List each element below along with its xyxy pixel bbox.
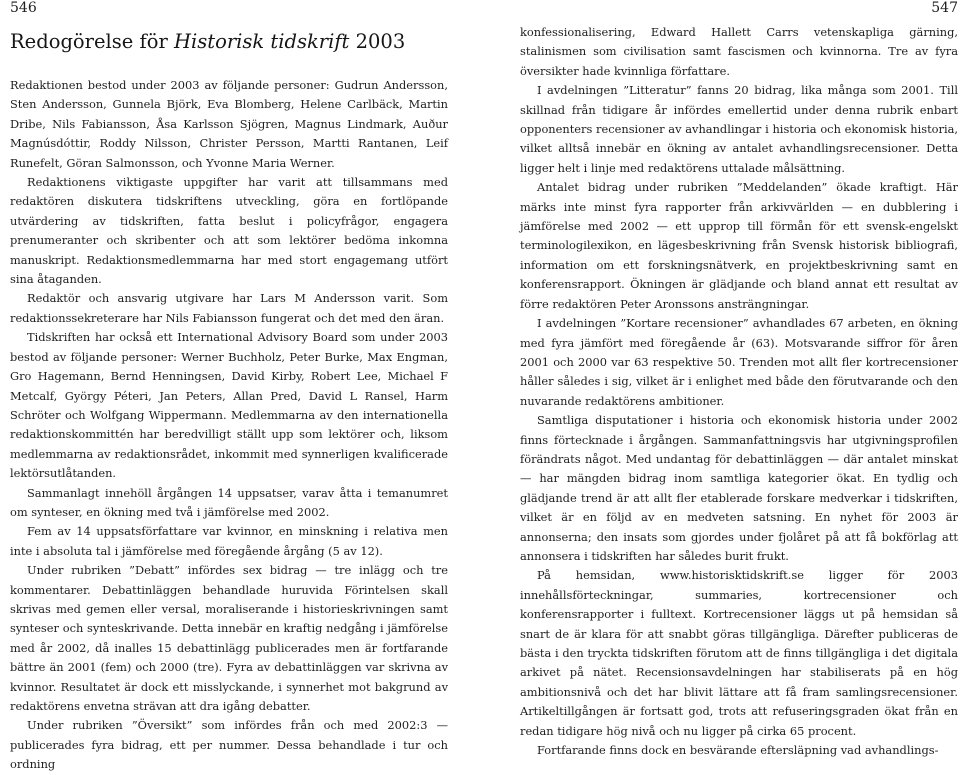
paragraph: I avdelningen ”Kortare recensioner” avhandlades 67 arbeten, en ökning med fyra jämfört med föregående år (63). Motsvarande siffror för åren 2001 och 2000 var 63 respektive 50. Trenden mot allt fler kortrecensioner håller således i sig, vilket är i enlighet med både den förutvarande och den nuvarande redaktörens ambitioner. — [520, 316, 958, 408]
page-number: 547 — [931, 0, 958, 16]
paragraph: Antalet bidrag under rubriken ”Meddelanden” ökade kraftigt. Här märks inte minst fyra rapporter från arkivvärlden — en dubblering i jämförelse med 2002 — ett upprop till förmån för ett svensk-engelskt terminologilexikon, en lägesbeskrivning från Svensk historisk bibliografi, information om ett forskningsnätverk, en projektbeskrivning samt en konferensrapport. Ökningen är glädjande och bland annat ett resultat av förre redaktören Peter Aronssons ansträngningar. — [520, 180, 958, 311]
left-page — [10, 0, 448, 775]
paragraph: Sammanlagt innehöll årgången 14 uppsatser, varav åtta i temanumret om synteser, en ökning med två i jämförelse med 2002. — [10, 485, 448, 519]
paragraph: Redaktionen bestod under 2003 av följande personer: Gudrun Andersson, Sten Andersson, Gunnela Björk, Eva Blomberg, Helene Carlbäck, Martin Dribe, Nils Fabiansson, Åsa Karlsson Sjögren, Magnus Lindmark, Auður Magnúsdóttir, Roddy Nilsson, Christer Persson, Martti Rantanen, Leif Runefelt, Göran Salmonsson, och Yvonne Maria Werner. — [10, 78, 448, 170]
paragraph: På hemsidan, www.historisktidskrift.se ligger för 2003 innehållsförteckningar, summaries, kortrecensioner och konferensrapporter i fulltext. Kortrecensioner läggs ut på hemsidan så snart de är klara för att snabbt göras tillgängliga. Därefter publiceras de bästa i den tryckta tidskriften förutom att de finns tillgängliga i det digitala arkivet på nätet. Recensionsavdelningen har stabiliserats på en hög ambitionsnivå och det har blivit lättare att få fram samlingsrecensioner. Artikeltillgången är fortsatt god, trots att refuseringsgraden ökat från en redan tidigare hög nivå och nu ligger på cirka 65 procent. — [520, 568, 958, 738]
title-journal-name: Historisk tidskrift — [174, 30, 350, 53]
paragraph: Samtliga disputationer i historia och ekonomisk historia under 2002 finns förtecknade i årgången. Sammanfattningsvis har utgivningsprofilen förändrats något. Med undantag för debattinläggen — där antalet minskat — har mängden bidrag inom samtliga kategorier ökat. En tydlig och glädjande trend är att allt fler etablerade forskare medverkar i tidskriften, vilket är en följd av en medveten satsning. En nyhet för 2003 är annonserna; den insats som gjordes under fjolåret på att få bokförlag att annonsera i tidskriften har således burit frukt. — [520, 413, 958, 563]
page-number: 546 — [10, 0, 37, 16]
title-year: 2003 — [349, 30, 406, 53]
page-title — [10, 30, 448, 54]
paragraph: Fortfarande finns dock en besvärande eftersläpning vad avhandlings- — [537, 743, 939, 758]
title-prefix: Redogörelse för — [10, 30, 174, 53]
paragraph: Fem av 14 uppsatsförfattare var kvinnor, en minskning i relativa men inte i absoluta tal i jämförelse med föregående årgång (5 av 12). — [10, 524, 448, 558]
paragraph: konfessionalisering, Edward Hallett Carrs vetenskapliga gärning, stalinismen som civilisation samt fascismen och kvinnorna. Tre av fyra översikter hade kvinnliga författare. — [520, 25, 958, 78]
paragraph: Under rubriken ”Översikt” som infördes från och med 2002:3 — publicerades fyra bidrag, ett per nummer. Dessa behandlade i tur och ordning — [10, 718, 448, 772]
right-page — [520, 0, 958, 760]
paragraph: Redaktionens viktigaste uppgifter har varit att tillsammans med redaktören diskutera tidskriftens utveckling, göra en fortlöpande utvärdering av tidskriften, fatta beslut i policyfrågor, engagera prenumeranter och skribenter och att som lektörer bedöma inkomna manuskript. Redaktionsmedlemmarna har med stort engagemang utfört sina åtaganden. — [10, 175, 448, 287]
paragraph: Tidskriften har också ett International Advisory Board som under 2003 bestod av följande personer: Werner Buchholz, Peter Burke, Max Engman, Gro Hagemann, Bernd Henningsen, David Kirby, Robert Lee, Michael F Metcalf, György Péteri, Jan Peters, Allan Pred, David L Ransel, Harm Schröter och Wolfgang Wippermann. Medlemmarna av den internationella redaktionskommittén har beredvilligt ställt upp som lektörer och, liksom medlemmarna av redaktionsrådet, inkommit med synnerligen kvalificerade lektörsutlåtanden. — [10, 330, 448, 481]
paragraph: I avdelningen ”Litteratur” fanns 20 bidrag, lika många som 2001. Till skillnad från tidigare år infördes emellertid under denna rubrik enbart opponenters recensioner av avhandlingar i historia och ekonomisk historia, vilket alltså innebär en ökning av antalet avhandlingsrecensioner. Detta ligger helt i linje med redaktörens uttalade målsättning. — [520, 83, 958, 175]
paragraph: Under rubriken ”Debatt” infördes sex bidrag — tre inlägg och tre kommentarer. Debattinläggen behandlade huruvida Förintelsen skall skrivas med gemen eller versal, moraliserande i historieskrivningen samt synteser och synteskrivande. Detta innebär en kraftig nedgång i jämförelse med år 2002, då inalles 15 debattinlägg publicerades men är fortfarande bättre än 2001 (fem) och 2000 (tre). Fyra av debattinläggen var skrivna av kvinnor. Resultatet är dock ett misslyckande, i synnerhet mot bakgrund av redaktörens envetna strävan att dra igång debatter. — [10, 563, 448, 713]
paragraph: Redaktör och ansvarig utgivare har Lars M Andersson varit. Som redaktionssekreterare har Nils Fabiansson fungerat och det med den äran. — [10, 291, 448, 325]
